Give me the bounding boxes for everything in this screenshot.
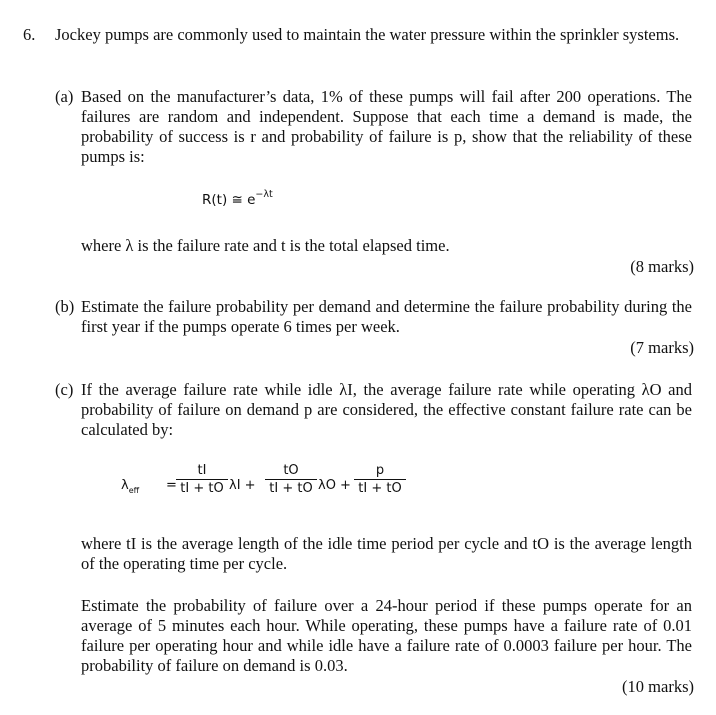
part-b-label: (b) <box>55 297 75 316</box>
fraction-demand <box>354 463 406 496</box>
equals-sign: = <box>166 478 177 493</box>
fraction-idle-numerator: tI <box>197 463 207 478</box>
reliability-formula-base: R(t) ≅ e <box>202 192 256 208</box>
part-c-where: where tI is the average length of the idle time period per cycle and tO is the average length of the operating time per cycle. <box>81 534 692 573</box>
part-a-label: (a) <box>55 87 74 106</box>
fraction-operating <box>265 463 317 496</box>
fraction-demand-numerator: p <box>375 463 385 478</box>
lambda-operating-term: λO + <box>318 478 351 493</box>
part-c-estimate: Estimate the probability of failure over a 24-hour period if these pumps operate for an average of 5 minutes each hour. While operating, these pumps have a failure rate of 0.01 failure per operating hour and while idle have a failure rate of 0.0003 failure per hour. The probability of failure on demand is 0.03. <box>81 596 692 675</box>
part-c-text: If the average failure rate while idle λI, the average failure rate while operating λO and probability of failure on demand p are considered, the effective constant failure rate can be calculated by: <box>81 380 692 439</box>
fraction-operating-denominator: tI + tO <box>269 481 313 496</box>
fraction-idle <box>176 463 228 496</box>
part-a-where: where λ is the failure rate and t is the total elapsed time. <box>81 236 450 255</box>
fraction-idle-denominator: tI + tO <box>180 481 224 496</box>
fraction-demand-denominator: tI + tO <box>358 481 402 496</box>
part-a-text: Based on the manufacturer’s data, 1% of these pumps will fail after 200 operations. The failures are random and independent. Suppose that each time a demand is made, the probability of success is r and probability of failure is p, show that the reliability of these pumps is: <box>81 87 692 166</box>
fraction-operating-numerator: tO <box>283 463 299 478</box>
lambda-idle-term: λI + <box>229 478 256 493</box>
lambda-eff: $\lambda_{eff}$ <box>121 478 140 495</box>
question-number: 6. <box>23 25 36 44</box>
part-b-marks: (7 marks) <box>630 338 694 357</box>
part-c-label: (c) <box>55 380 74 399</box>
part-b-text: Estimate the failure probability per demand and determine the failure probability during the first year if the pumps operate 6 times per week. <box>81 297 692 336</box>
reliability-formula-exponent: −λt <box>255 189 273 200</box>
question-intro: Jockey pumps are commonly used to maintain the water pressure within the sprinkler systems. <box>55 25 680 44</box>
part-c-marks: (10 marks) <box>622 677 694 696</box>
part-a-marks: (8 marks) <box>630 257 694 276</box>
reliability-formula <box>202 189 273 208</box>
